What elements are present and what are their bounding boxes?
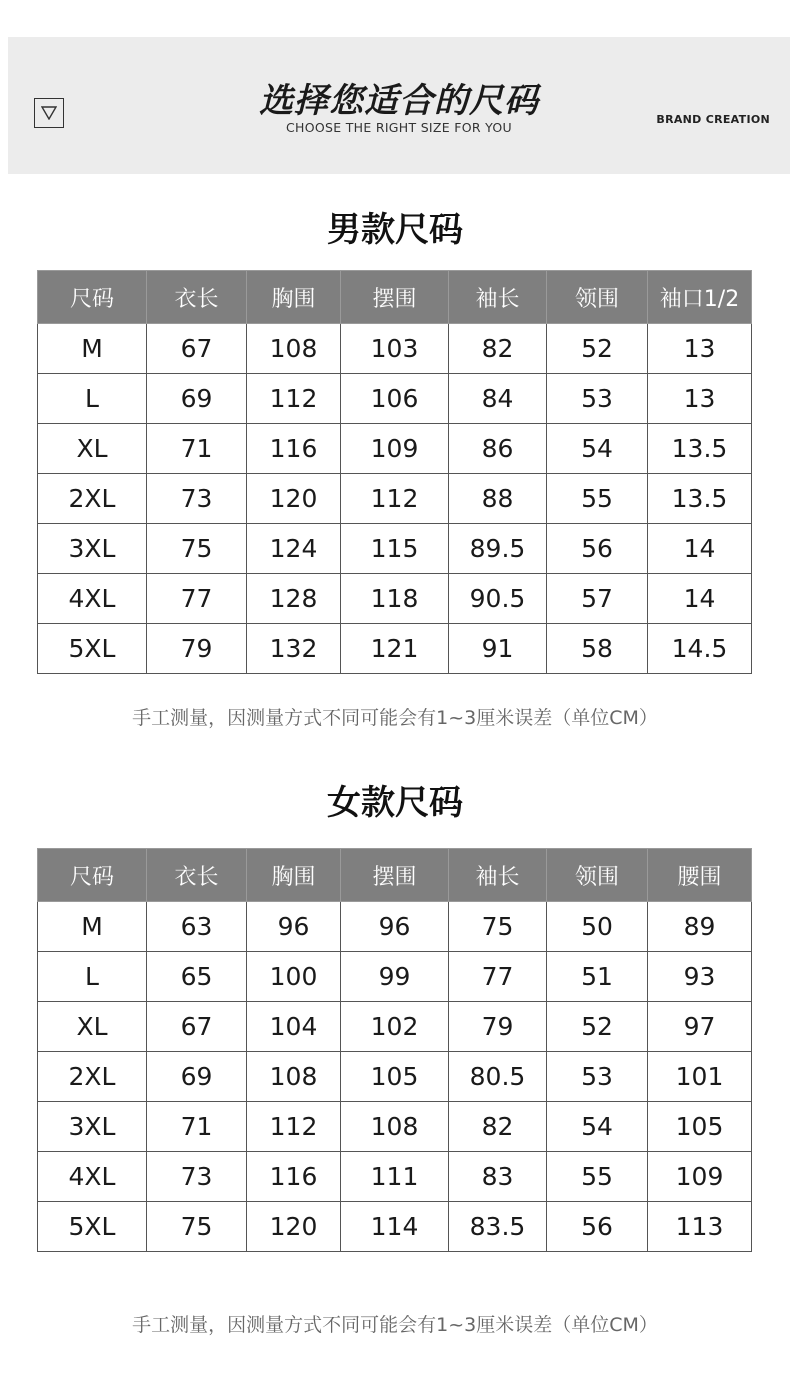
column-header: 衣长 — [147, 271, 247, 324]
table-row — [38, 902, 752, 952]
women-measurement-note: 手工测量，因测量方式不同可能会有1~3厘米误差（单位CM） — [132, 1314, 658, 1336]
table-row — [38, 574, 752, 624]
table-cell: 106 — [341, 374, 449, 424]
column-header: 尺码 — [38, 271, 147, 324]
table-cell: 50 — [547, 902, 648, 952]
table-row — [38, 1052, 752, 1102]
table-cell: 91 — [449, 624, 547, 674]
table-cell: 5XL — [38, 1202, 147, 1252]
table-row — [38, 624, 752, 674]
table-cell: 118 — [341, 574, 449, 624]
table-cell: 112 — [247, 374, 341, 424]
table-row — [38, 524, 752, 574]
table-cell: 69 — [147, 374, 247, 424]
table-row — [38, 1102, 752, 1152]
table-cell: 13.5 — [648, 424, 752, 474]
women-section-title: 女款尺码 — [327, 783, 463, 823]
table-row — [38, 324, 752, 374]
table-cell: 101 — [648, 1052, 752, 1102]
column-header: 尺码 — [38, 849, 147, 902]
table-cell: 69 — [147, 1052, 247, 1102]
table-cell: 79 — [147, 624, 247, 674]
table-cell: 77 — [147, 574, 247, 624]
table-cell: 109 — [648, 1152, 752, 1202]
table-cell: 108 — [247, 1052, 341, 1102]
table-cell: 75 — [147, 1202, 247, 1252]
table-cell: 84 — [449, 374, 547, 424]
table-cell: 71 — [147, 1102, 247, 1152]
table-cell: 55 — [547, 1152, 648, 1202]
table-cell: 100 — [247, 952, 341, 1002]
men-size-table — [37, 270, 752, 674]
table-cell: 71 — [147, 424, 247, 474]
column-header: 摆围 — [341, 849, 449, 902]
table-cell: 51 — [547, 952, 648, 1002]
table-row — [38, 374, 752, 424]
table-cell: 121 — [341, 624, 449, 674]
table-cell: 105 — [648, 1102, 752, 1152]
table-cell: 82 — [449, 324, 547, 374]
table-cell: 65 — [147, 952, 247, 1002]
table-cell: 56 — [547, 1202, 648, 1252]
table-cell: 124 — [247, 524, 341, 574]
table-cell: 75 — [449, 902, 547, 952]
table-cell: 73 — [147, 1152, 247, 1202]
table-cell: 115 — [341, 524, 449, 574]
table-row — [38, 424, 752, 474]
header-banner — [8, 37, 790, 174]
table-cell: 2XL — [38, 1052, 147, 1102]
table-cell: 116 — [247, 424, 341, 474]
table-cell: 67 — [147, 324, 247, 374]
table-cell: 111 — [341, 1152, 449, 1202]
table-cell: 114 — [341, 1202, 449, 1252]
table-cell: 109 — [341, 424, 449, 474]
column-header: 袖长 — [449, 271, 547, 324]
table-cell: XL — [38, 424, 147, 474]
table-cell: M — [38, 324, 147, 374]
table-cell: 77 — [449, 952, 547, 1002]
table-cell: 82 — [449, 1102, 547, 1152]
table-cell: 108 — [341, 1102, 449, 1152]
table-cell: L — [38, 952, 147, 1002]
column-header: 领围 — [547, 271, 648, 324]
table-cell: 102 — [341, 1002, 449, 1052]
table-cell: 56 — [547, 524, 648, 574]
banner-subtitle: CHOOSE THE RIGHT SIZE FOR YOU — [286, 120, 512, 135]
table-cell: 105 — [341, 1052, 449, 1102]
table-cell: 99 — [341, 952, 449, 1002]
men-measurement-note: 手工测量，因测量方式不同可能会有1~3厘米误差（单位CM） — [132, 707, 658, 729]
table-cell: 14 — [648, 524, 752, 574]
table-cell: 113 — [648, 1202, 752, 1252]
table-cell: 3XL — [38, 524, 147, 574]
table-cell: 58 — [547, 624, 648, 674]
table-cell: 52 — [547, 1002, 648, 1052]
table-cell: 83 — [449, 1152, 547, 1202]
table-row — [38, 1002, 752, 1052]
table-cell: 112 — [341, 474, 449, 524]
table-cell: 14 — [648, 574, 752, 624]
table-cell: 132 — [247, 624, 341, 674]
women-size-table — [37, 848, 752, 1252]
table-cell: 54 — [547, 424, 648, 474]
men-section-title: 男款尺码 — [327, 210, 463, 250]
table-cell: 13.5 — [648, 474, 752, 524]
table-cell: 79 — [449, 1002, 547, 1052]
table-cell: 96 — [341, 902, 449, 952]
table-cell: XL — [38, 1002, 147, 1052]
table-cell: 93 — [648, 952, 752, 1002]
table-cell: 14.5 — [648, 624, 752, 674]
table-cell: L — [38, 374, 147, 424]
table-cell: 52 — [547, 324, 648, 374]
table-cell: 90.5 — [449, 574, 547, 624]
table-cell: 13 — [648, 374, 752, 424]
table-cell: 55 — [547, 474, 648, 524]
table-row — [38, 952, 752, 1002]
table-cell: 54 — [547, 1102, 648, 1152]
table-cell: 104 — [247, 1002, 341, 1052]
table-row — [38, 474, 752, 524]
column-header: 衣长 — [147, 849, 247, 902]
table-cell: 53 — [547, 374, 648, 424]
table-cell: 13 — [648, 324, 752, 374]
banner-title: 选择您适合的尺码 — [259, 81, 539, 121]
table-cell: 57 — [547, 574, 648, 624]
table-row — [38, 1202, 752, 1252]
table-cell: 80.5 — [449, 1052, 547, 1102]
table-cell: 4XL — [38, 1152, 147, 1202]
table-cell: 53 — [547, 1052, 648, 1102]
table-cell: 89.5 — [449, 524, 547, 574]
table-cell: 63 — [147, 902, 247, 952]
table-cell: 116 — [247, 1152, 341, 1202]
column-header: 腰围 — [648, 849, 752, 902]
table-cell: 112 — [247, 1102, 341, 1152]
table-cell: 4XL — [38, 574, 147, 624]
table-cell: 88 — [449, 474, 547, 524]
table-cell: 103 — [341, 324, 449, 374]
table-cell: M — [38, 902, 147, 952]
table-cell: 86 — [449, 424, 547, 474]
table-cell: 67 — [147, 1002, 247, 1052]
table-cell: 75 — [147, 524, 247, 574]
table-cell: 128 — [247, 574, 341, 624]
table-cell: 96 — [247, 902, 341, 952]
brand-label: BRAND CREATION — [656, 113, 770, 126]
table-header-row — [38, 271, 752, 324]
table-header-row — [38, 849, 752, 902]
table-cell: 3XL — [38, 1102, 147, 1152]
column-header: 领围 — [547, 849, 648, 902]
table-cell: 83.5 — [449, 1202, 547, 1252]
table-cell: 5XL — [38, 624, 147, 674]
table-row — [38, 1152, 752, 1202]
table-cell: 120 — [247, 1202, 341, 1252]
table-cell: 97 — [648, 1002, 752, 1052]
table-cell: 108 — [247, 324, 341, 374]
column-header: 摆围 — [341, 271, 449, 324]
column-header: 袖口1/2 — [648, 271, 752, 324]
table-cell: 89 — [648, 902, 752, 952]
column-header: 袖长 — [449, 849, 547, 902]
table-cell: 73 — [147, 474, 247, 524]
table-cell: 2XL — [38, 474, 147, 524]
column-header: 胸围 — [247, 849, 341, 902]
table-cell: 120 — [247, 474, 341, 524]
column-header: 胸围 — [247, 271, 341, 324]
